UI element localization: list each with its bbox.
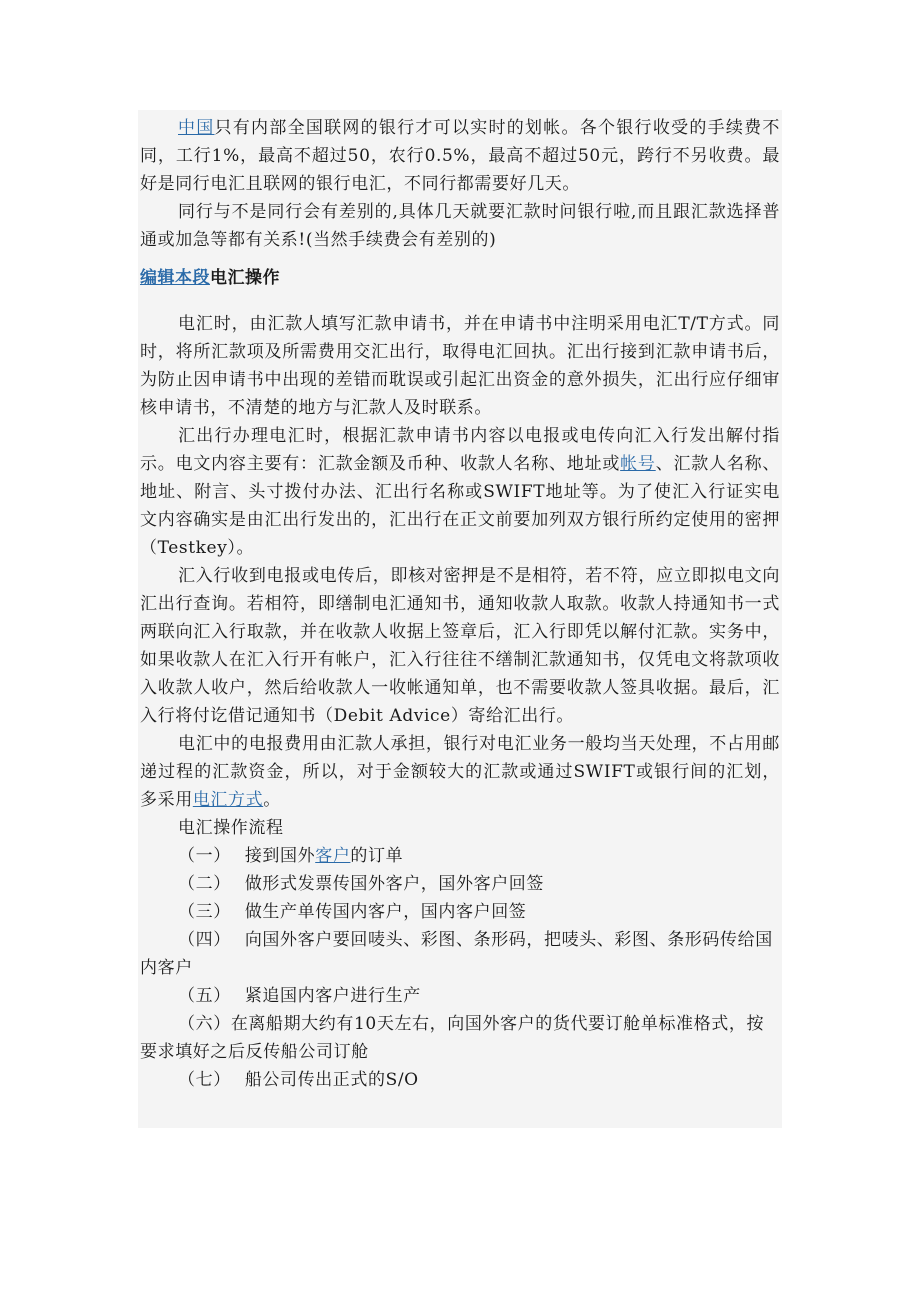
spacer bbox=[140, 292, 780, 310]
step-text: 的订单 bbox=[350, 846, 404, 866]
body-paragraph-4-text-b: 。 bbox=[263, 790, 281, 810]
step-number: （六） bbox=[178, 1014, 231, 1034]
step-text: 船公司传出正式的S/O bbox=[244, 1070, 419, 1090]
edit-section-link[interactable]: 编辑本段 bbox=[140, 268, 210, 288]
step-number: （四） bbox=[178, 930, 231, 950]
step-text: 向国外客户要回唛头、彩图、条形码，把唛头、彩图、条形码传给国内客户 bbox=[140, 930, 773, 978]
step-text: 做形式发票传国外客户，国外客户回签 bbox=[244, 874, 545, 894]
spacer bbox=[140, 254, 780, 264]
step-5 bbox=[140, 982, 780, 1010]
customer-link[interactable]: 客户 bbox=[315, 846, 351, 866]
body-paragraph-4-text-a: 电汇中的电报费用由汇款人承担，银行对电汇业务一般均当天处理，不占用邮递过程的汇款资金，所以，对于金额较大的汇款或通过SWIFT或银行间的汇划，多采用 bbox=[140, 734, 780, 810]
china-link[interactable]: 中国 bbox=[178, 118, 215, 138]
step-2 bbox=[140, 870, 780, 898]
step-text: 紧追国内客户进行生产 bbox=[244, 986, 421, 1006]
account-number-link[interactable]: 帐号 bbox=[620, 454, 656, 474]
step-text: 接到国外 bbox=[244, 846, 316, 866]
intro-paragraph-2: 同行与不是同行会有差别的,具体几天就要汇款时问银行啦,而且跟汇款选择普通或加急等都有关系!(当然手续费会有差别的) bbox=[140, 202, 780, 250]
body-paragraph-2-text-a: 汇出行办理电汇时，根据汇款申请书内容以电报或电传向汇入行发出解付指示。电文内容主要有：汇款金额及币种、收款人名称、地址或 bbox=[140, 426, 780, 474]
document-body bbox=[138, 110, 782, 1094]
intro-paragraph-1 bbox=[140, 114, 780, 198]
step-number: （五） bbox=[178, 986, 231, 1006]
body-paragraph-2-text-b: 、汇款人名称、地址、附言、头寸拨付办法、汇出行名称或SWIFT地址等。为了使汇入行证实电文内容确实是由汇出行发出的，汇出行在正文前要加列双方银行所约定使用的密押（Testkey）。 bbox=[140, 454, 781, 558]
step-number: （二） bbox=[178, 874, 231, 894]
body-paragraph-3: 汇入行收到电报或电传后，即核对密押是不是相符，若不符，应立即拟电文向汇出行查询。若相符，即缮制电汇通知书，通知收款人取款。收款人持通知书一式两联向汇入行取款，并在收款人收据上签章后，汇入行即凭以解付汇款。实务中，如果收款人在汇入行开有帐户，汇入行往往不缮制汇款通知书，仅凭电文将款项收入收款人收户，然后给收款人一收帐通知单，也不需要收款人签具收据。最后，汇入行将付讫借记通知书（Debit Advice）寄给汇出行。 bbox=[140, 566, 780, 726]
step-number: （七） bbox=[178, 1070, 231, 1090]
wire-method-link[interactable]: 电汇方式 bbox=[192, 790, 264, 810]
step-6 bbox=[140, 1010, 780, 1066]
step-text: 做生产单传国内客户，国内客户回签 bbox=[244, 902, 527, 922]
intro-paragraph-1-text: 只有内部全国联网的银行才可以实时的划帐。各个银行收受的手续费不同，工行1%，最高不超过50，农行0.5%，最高不超过50元，跨行不另收费。最好是同行电汇且联网的银行电汇，不同行都需要好几天。 bbox=[140, 118, 780, 194]
step-text: 在离船期大约有10天左右，向国外客户的货代要订舱单标准格式，按要求填好之后反传船公司订舱 bbox=[140, 1014, 765, 1062]
body-paragraph-2 bbox=[140, 422, 780, 562]
flow-title: 电汇操作流程 bbox=[178, 818, 284, 838]
document-page bbox=[138, 110, 782, 1128]
section-title: 电汇操作 bbox=[210, 268, 280, 288]
body-paragraph-1: 电汇时，由汇款人填写汇款申请书，并在申请书中注明采用电汇T/T方式。同时，将所汇款项及所需费用交汇出行，取得电汇回执。汇出行接到汇款申请书后，为防止因申请书中出现的差错而耽误或引起汇出资金的意外损失，汇出行应仔细审核申请书，不清楚的地方与汇款人及时联系。 bbox=[140, 314, 780, 418]
step-4 bbox=[140, 926, 780, 982]
step-number: （三） bbox=[178, 902, 231, 922]
step-number: （一） bbox=[178, 846, 231, 866]
body-paragraph-4 bbox=[140, 730, 780, 814]
section-heading bbox=[140, 264, 780, 292]
step-7 bbox=[140, 1066, 780, 1094]
step-1 bbox=[140, 842, 780, 870]
step-3 bbox=[140, 898, 780, 926]
